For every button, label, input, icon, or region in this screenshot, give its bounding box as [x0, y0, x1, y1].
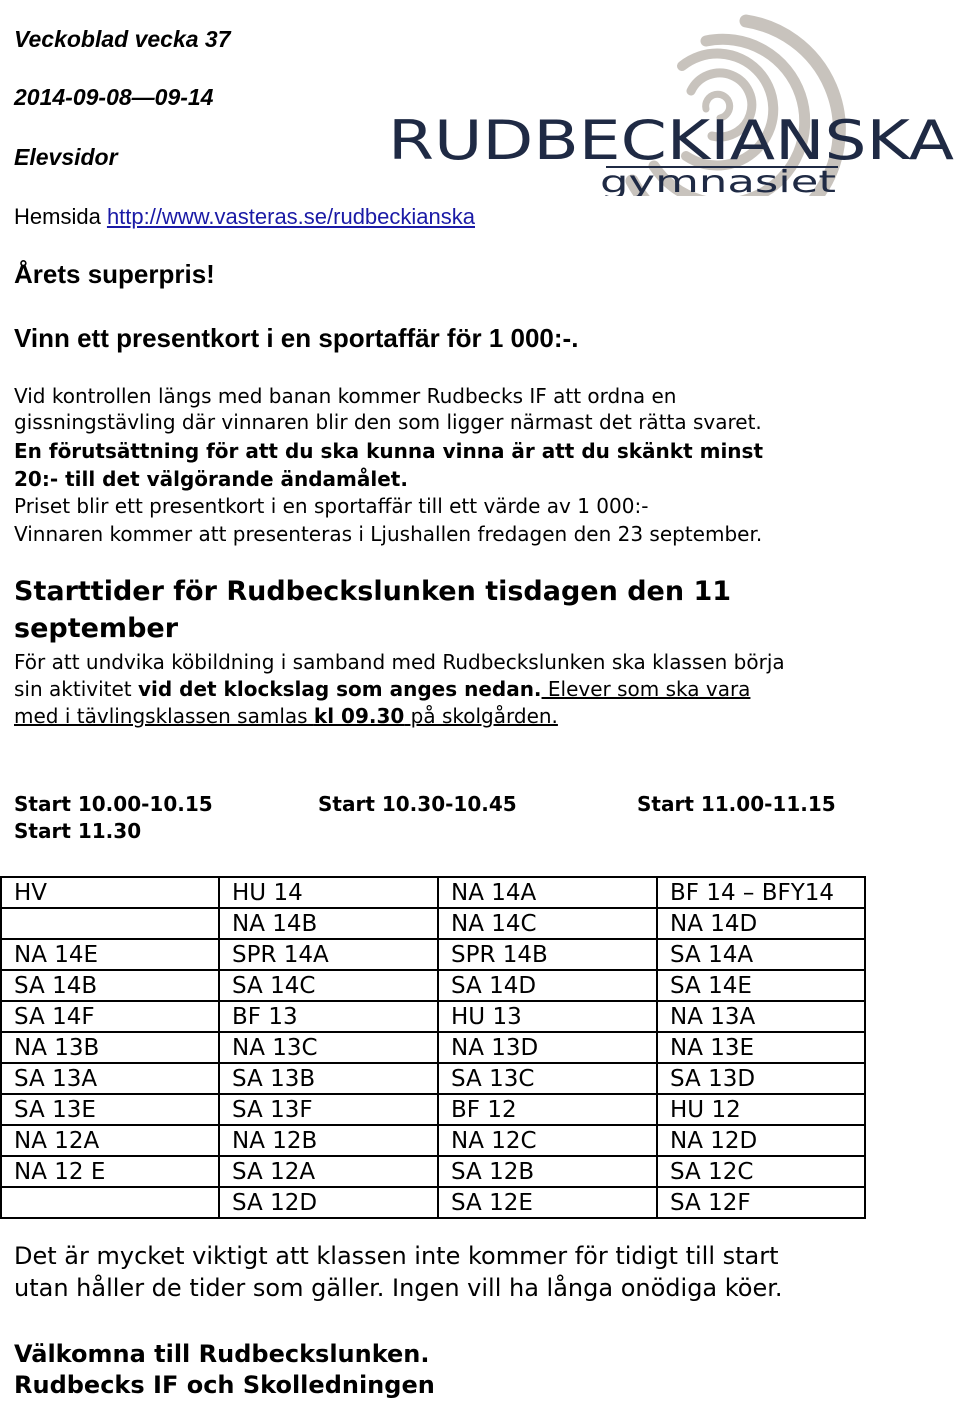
class-cell: NA 14E: [1, 939, 219, 970]
class-cell: NA 14B: [219, 908, 438, 939]
class-cell: SA 12A: [219, 1156, 438, 1187]
gathering-place: på skolgården.: [404, 704, 558, 728]
start-slot-3: Start 11.00-11.15: [637, 792, 836, 816]
prize-condition-line: 20:- till det välgörande ändamålet.: [14, 467, 408, 491]
class-cell: SPR 14A: [219, 939, 438, 970]
homepage-line: [14, 204, 475, 230]
class-cell: NA 12A: [1, 1125, 219, 1156]
section-label: Elevsidor: [14, 144, 118, 170]
competition-note: Elever som ska vara: [541, 677, 751, 701]
class-cell: SA 13C: [438, 1063, 657, 1094]
competition-note: med i tävlingsklassen samlas: [14, 704, 314, 728]
table-row: [1, 970, 865, 1001]
class-cell: NA 14C: [438, 908, 657, 939]
table-row: [1, 877, 865, 908]
winner-announcement-line: Vinnaren kommer att presenteras i Ljushallen fredagen den 23 september.: [14, 522, 763, 546]
table-row: [1, 1125, 865, 1156]
class-cell: NA 12B: [219, 1125, 438, 1156]
class-cell: NA 12 E: [1, 1156, 219, 1187]
class-cell: SA 14B: [1, 970, 219, 1001]
class-cell: SA 13D: [657, 1063, 865, 1094]
class-cell: SA 14E: [657, 970, 865, 1001]
table-row: [1, 1063, 865, 1094]
week-dates: 2014-09-08—09-14: [14, 84, 214, 110]
prize-condition-line: En förutsättning för att du ska kunna vinna är att du skänkt minst: [14, 439, 764, 463]
prize-heading: Årets superpris!: [14, 259, 215, 289]
class-cell: HU 14: [219, 877, 438, 908]
class-cell: SA 12E: [438, 1187, 657, 1218]
class-cell: SA 12C: [657, 1156, 865, 1187]
class-cell: SA 12F: [657, 1187, 865, 1218]
prize-text-line: gissningstävling där vinnaren blir den som ligger närmast det rätta svaret.: [14, 410, 762, 434]
page-title: Veckoblad vecka 37: [14, 26, 231, 52]
start-times-heading-cont: september: [14, 613, 179, 644]
class-cell: BF 13: [219, 1001, 438, 1032]
svg-text:gymnasiet: gymnasiet: [600, 165, 837, 196]
svg-text:RUDBECKIANSKA: RUDBECKIANSKA: [388, 109, 955, 172]
prize-text-line: Vid kontrollen längs med banan kommer Rudbecks IF att ordna en: [14, 384, 677, 408]
prize-value-line: Priset blir ett presentkort i en sportaffär till ett värde av 1 000:-: [14, 494, 649, 518]
start-info-text: sin aktivitet: [14, 677, 138, 701]
table-row: [1, 1094, 865, 1125]
class-cell: NA 13B: [1, 1032, 219, 1063]
start-info-line: För att undvika köbildning i samband med Rudbeckslunken ska klassen börja: [14, 650, 785, 674]
footer-note: Det är mycket viktigt att klassen inte kommer för tidigt till start: [14, 1242, 779, 1270]
footer-note: utan håller de tider som gäller. Ingen vill ha långa onödiga köer.: [14, 1274, 783, 1302]
signature: Rudbecks IF och Skolledningen: [14, 1371, 435, 1399]
start-slot-2: Start 10.30-10.45: [318, 792, 517, 816]
class-cell: SA 14D: [438, 970, 657, 1001]
welcome-text: Välkomna till Rudbeckslunken.: [14, 1340, 430, 1368]
class-cell: NA 13E: [657, 1032, 865, 1063]
class-cell: NA 12C: [438, 1125, 657, 1156]
class-cell: BF 14 – BFY14: [657, 877, 865, 908]
class-cell: SA 14A: [657, 939, 865, 970]
class-schedule-table: [0, 876, 866, 1219]
table-row: [1, 1032, 865, 1063]
class-cell: NA 13A: [657, 1001, 865, 1032]
class-cell: SA 13F: [219, 1094, 438, 1125]
class-cell: SA 13B: [219, 1063, 438, 1094]
start-slot-4: Start 11.30: [14, 819, 142, 843]
table-row: [1, 1156, 865, 1187]
start-info-emphasis: vid det klockslag som anges nedan.: [137, 677, 542, 701]
table-row: [1, 908, 865, 939]
class-cell: SA 13E: [1, 1094, 219, 1125]
class-cell: HU 13: [438, 1001, 657, 1032]
table-row: [1, 939, 865, 970]
homepage-label: Hemsida: [14, 204, 101, 229]
start-info-line: [14, 677, 750, 701]
class-cell: SA 12B: [438, 1156, 657, 1187]
spiral-logo-icon: [386, 6, 958, 196]
class-cell: SA 14C: [219, 970, 438, 1001]
class-cell: NA 12D: [657, 1125, 865, 1156]
table-row: [1, 1001, 865, 1032]
rudbeckianska-logo: [386, 6, 958, 196]
class-cell: [1, 908, 219, 939]
class-cell: NA 14D: [657, 908, 865, 939]
homepage-link[interactable]: http://www.vasteras.se/rudbeckianska: [106, 204, 475, 229]
gathering-time: kl 09.30: [313, 704, 405, 728]
class-cell: SA 12D: [219, 1187, 438, 1218]
prize-subheading: Vinn ett presentkort i en sportaffär för 1 000:-.: [14, 323, 579, 353]
class-cell: [1, 1187, 219, 1218]
start-slot-1: Start 10.00-10.15: [14, 792, 213, 816]
class-cell: NA 14A: [438, 877, 657, 908]
start-times-heading: Starttider för Rudbeckslunken tisdagen den 11: [14, 576, 732, 607]
class-cell: BF 12: [438, 1094, 657, 1125]
class-cell: NA 13D: [438, 1032, 657, 1063]
class-cell: SPR 14B: [438, 939, 657, 970]
class-cell: HV: [1, 877, 219, 908]
start-info-line: [14, 704, 558, 728]
class-cell: HU 12: [657, 1094, 865, 1125]
table-row: [1, 1187, 865, 1218]
class-cell: SA 13A: [1, 1063, 219, 1094]
class-cell: NA 13C: [219, 1032, 438, 1063]
class-cell: SA 14F: [1, 1001, 219, 1032]
